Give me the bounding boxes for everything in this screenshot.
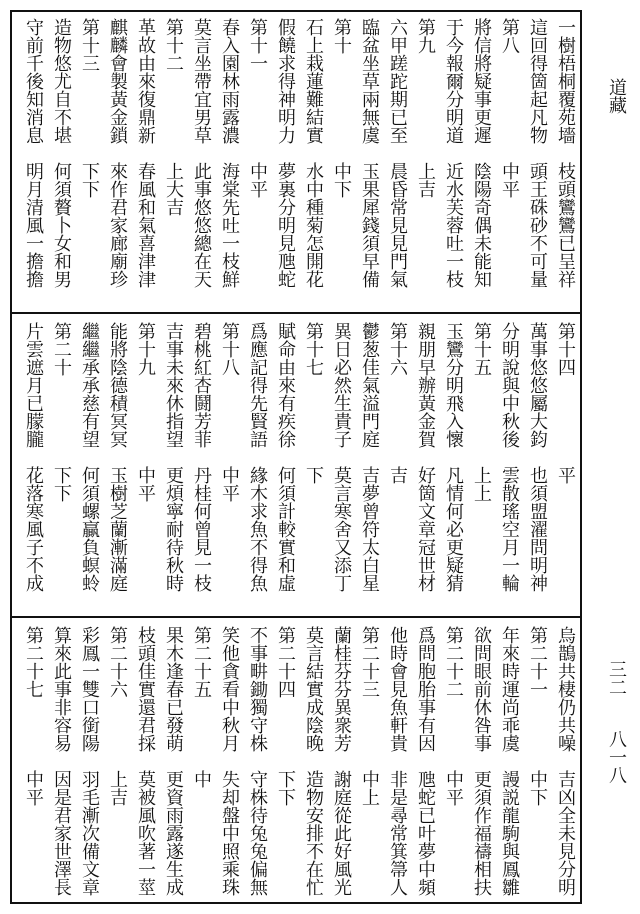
column-text: 第十六 吉 <box>387 322 408 484</box>
text-column <box>46 322 74 612</box>
column-text: 臨盆坐草兩無虞 玉果犀錢須早備 <box>359 18 380 288</box>
text-column <box>550 18 578 308</box>
column-text: 春入園林雨露濃 海棠先吐一枝鮮 <box>219 18 240 288</box>
text-column <box>74 322 102 612</box>
panel-bottom <box>12 626 580 898</box>
text-column <box>46 626 74 898</box>
panel-top <box>12 18 580 308</box>
column-text: 第十四 平 <box>555 322 576 484</box>
text-column <box>326 18 354 308</box>
column-text: 麒麟會製黃金鎖 來作君家廊廟珍 <box>107 18 128 288</box>
text-column <box>214 322 242 612</box>
text-column <box>522 322 550 612</box>
text-column <box>242 322 270 612</box>
text-column <box>214 626 242 898</box>
text-column <box>466 18 494 308</box>
text-column <box>102 626 130 898</box>
column-text: 造物悠尤自不堪 何須贅卜女和男 <box>51 18 72 288</box>
column-text: 賦命由來有疾徐 何須計較實和虛 <box>275 322 296 592</box>
column-text: 莫言坐帶宜男草 此事悠悠總在天 <box>191 18 212 288</box>
text-column <box>494 626 522 898</box>
column-text: 枝頭佳實還君採 莫被風吹著一莖 <box>135 626 156 896</box>
column-text: 年來時運尚乖虞 謾説龍駒與鳳雛 <box>499 626 520 896</box>
column-text: 第二十五 中 <box>191 626 212 788</box>
column-text: 算來此事非容易 因是君家世澤長 <box>51 626 72 896</box>
text-column <box>494 322 522 612</box>
text-column <box>438 322 466 612</box>
page-margin <box>590 0 640 914</box>
text-column <box>410 322 438 612</box>
column-text: 分明說與中秋後 雲散瑤空月一輪 <box>499 322 520 592</box>
text-column <box>270 322 298 612</box>
text-column <box>382 626 410 898</box>
text-column <box>438 18 466 308</box>
text-column <box>242 626 270 898</box>
column-text: 六甲蹉跎期已至 晨昏常見見門氣 <box>387 18 408 288</box>
column-text: 守前千後知消息 明月清風一擔擔 <box>23 18 44 288</box>
column-text: 能將陰德積冥冥 玉樹芝蘭漸滿庭 <box>107 322 128 592</box>
text-column <box>102 18 130 308</box>
text-column <box>550 322 578 612</box>
column-text: 他時會見魚軒貴 非是尋常箕箒人 <box>387 626 408 896</box>
text-column <box>214 18 242 308</box>
page-number: 八一八 <box>606 730 627 784</box>
text-column <box>158 18 186 308</box>
column-text: 繼繼承承慈有望 何須螺贏負螟蛉 <box>79 322 100 592</box>
text-column <box>522 626 550 898</box>
column-text: 碧桃紅杏鬪芳菲 丹桂何曾見一枝 <box>191 322 212 592</box>
text-column <box>74 626 102 898</box>
column-text: 第八 中平 <box>499 18 520 198</box>
text-column <box>270 626 298 898</box>
column-text: 第十八 中平 <box>219 322 240 502</box>
column-text: 第二十四 下下 <box>275 626 296 806</box>
column-text: 第十九 中平 <box>135 322 156 502</box>
text-column <box>158 322 186 612</box>
column-text: 爲應記得先賢語 緣木求魚不得魚 <box>247 322 268 592</box>
text-column <box>18 322 46 612</box>
column-text: 第十三 下下 <box>79 18 100 198</box>
text-column <box>242 18 270 308</box>
column-text: 第九 上吉 <box>415 18 436 198</box>
column-text: 烏鵲共棲仍共噪 吉凶全未見分明 <box>555 626 576 896</box>
column-text: 異日必然生貴子 莫言寒舍又添丁 <box>331 322 352 592</box>
column-text: 第十二 上大吉 <box>163 18 184 216</box>
text-column <box>46 18 74 308</box>
text-column <box>354 322 382 612</box>
column-text: 笑他貪看中秋月 失却盤中照乘珠 <box>219 626 240 896</box>
column-text: 果木逢春已發萌 更資雨露遂生成 <box>163 626 184 896</box>
text-column <box>102 322 130 612</box>
text-column <box>18 626 46 898</box>
column-text: 欲問眼前休咎事 更須作福禱相扶 <box>471 626 492 896</box>
text-column <box>186 18 214 308</box>
column-text: 第二十六 上吉 <box>107 626 128 806</box>
text-column <box>298 626 326 898</box>
text-column <box>354 626 382 898</box>
panel-middle <box>12 322 580 612</box>
text-column <box>382 322 410 612</box>
text-column <box>466 626 494 898</box>
column-text: 第十一 中平 <box>247 18 268 198</box>
panel-divider-top <box>12 312 580 314</box>
text-column <box>18 18 46 308</box>
column-text: 第二十一 中下 <box>527 626 548 806</box>
text-column <box>186 626 214 898</box>
text-column <box>410 626 438 898</box>
column-text: 鬱葱佳氣溢門庭 吉夢曾符太白星 <box>359 322 380 592</box>
column-text: 第二十七 中平 <box>23 626 44 806</box>
text-column <box>74 18 102 308</box>
column-text: 萬事悠悠屬大鈞 也須盟濯問明神 <box>527 322 548 592</box>
column-text: 親朋早辦黃金賀 好箇文章冠世材 <box>415 322 436 592</box>
column-text: 革故由來復鼎新 春風和氣喜津津 <box>135 18 156 288</box>
column-text: 莫言結實成陰晚 造物安排不在忙 <box>303 626 324 896</box>
text-column <box>410 18 438 308</box>
text-column <box>326 322 354 612</box>
column-text: 玉鸞分明飛入懷 凡情何必更疑猜 <box>443 322 464 592</box>
text-column <box>466 322 494 612</box>
column-text: 石上栽蓮難結實 水中種菊怎開花 <box>303 18 324 288</box>
text-column <box>354 18 382 308</box>
column-text: 于今報爾分明道 近水芙蓉吐一枝 <box>443 18 464 288</box>
text-column <box>326 626 354 898</box>
text-column <box>130 18 158 308</box>
column-text: 將信將疑事更遲 陰陽奇偶未能知 <box>471 18 492 288</box>
text-column <box>158 626 186 898</box>
column-text: 不事畊鋤獨守株 守株待兔兔偏無 <box>247 626 268 896</box>
text-column <box>494 18 522 308</box>
column-text: 彩鳳一雙口銜陽 羽毛漸次備文章 <box>79 626 100 896</box>
volume-mark: 三二 <box>606 660 627 696</box>
text-column <box>130 626 158 898</box>
text-column <box>130 322 158 612</box>
panel-divider-bottom <box>12 616 580 618</box>
text-column <box>298 18 326 308</box>
text-column <box>382 18 410 308</box>
column-text: 第十 中下 <box>331 18 352 198</box>
column-text: 爲問胞胎事有因 虺蛇已叶夢中頻 <box>415 626 436 896</box>
text-column <box>522 18 550 308</box>
column-text: 第二十二 中平 <box>443 626 464 806</box>
text-column <box>270 18 298 308</box>
column-text: 這回得箇起凡物 頭王硃砂不可量 <box>527 18 548 288</box>
column-text: 第十五 上上 <box>471 322 492 502</box>
page-frame <box>10 10 582 904</box>
text-column <box>550 626 578 898</box>
column-text: 蘭桂芬芬異衆芳 謝庭從此好風光 <box>331 626 352 896</box>
column-text: 一樹梧桐覆苑墻 枝頭鸞鸞已呈祥 <box>555 18 576 288</box>
collection-title: 道藏 <box>606 78 627 114</box>
text-column <box>186 322 214 612</box>
column-text: 第二十 下下 <box>51 322 72 502</box>
text-column <box>298 322 326 612</box>
column-text: 第十七 下 <box>303 322 324 484</box>
text-column <box>438 626 466 898</box>
column-text: 第二十三 中上 <box>359 626 380 806</box>
column-text: 吉事未來休指望 更煩寧耐待秋時 <box>163 322 184 592</box>
column-text: 假饒求得神明力 夢裏分明見虺蛇 <box>275 18 296 288</box>
column-text: 片雲遮月已朦朧 花落寒風子不成 <box>23 322 44 592</box>
